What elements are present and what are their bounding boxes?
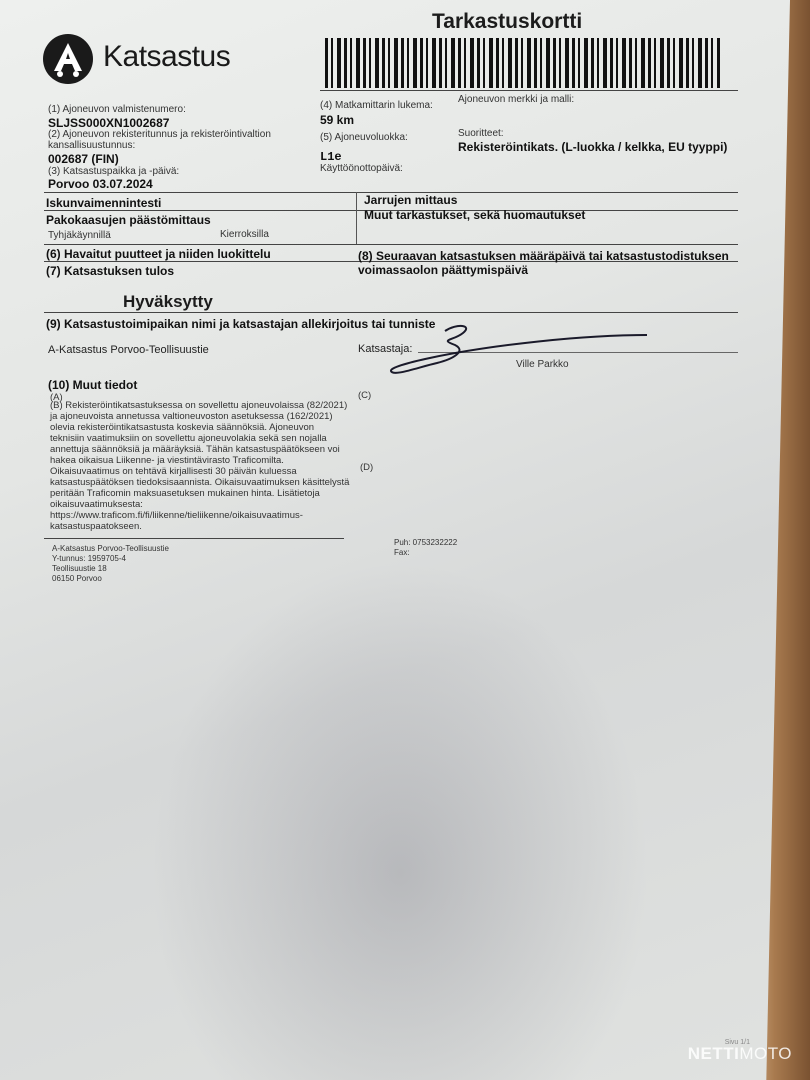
odometer-value: 59 km (320, 113, 355, 127)
watermark-part-2: MOTO (739, 1044, 792, 1063)
section-9-station: (9) Katsastustoimipaikan nimi ja katsastajan allekirjoitus tai tunniste (46, 317, 436, 331)
note-a: (A) (50, 392, 63, 403)
make-model-label: Ajoneuvon merkki ja malli: (458, 94, 575, 105)
vehicle-class-value: L1e (320, 150, 342, 164)
reg-label: (2) Ajoneuvon rekisteritunnus ja rekisteröintivaltion (48, 129, 271, 140)
note-d: (D) (360, 462, 374, 473)
station-name: A-Katsastus Porvoo-Teollisuustie (48, 344, 209, 356)
nettimoto-watermark (688, 1044, 792, 1064)
rpm-label: Kierroksilla (220, 229, 269, 240)
footer-address-line-1: A-Katsastus Porvoo-Teollisuustie (52, 544, 169, 553)
logo-text: Katsastus (103, 40, 231, 73)
vin-label: (1) Ajoneuvon valmistenumero: (48, 104, 186, 115)
barcode (325, 38, 720, 88)
watermark-part-1: NETTI (687, 1044, 740, 1063)
inspector-name: Ville Parkko (516, 359, 569, 370)
inspector-label: Katsastaja: (358, 343, 413, 355)
divider (44, 538, 344, 539)
footer-phone: Puh: 0753232222 (394, 538, 458, 547)
shadow-overlay (150, 560, 650, 1080)
other-inspections: Muut tarkastukset, sekä huomautukset (364, 208, 586, 222)
footer-address-line-2: Y-tunnus: 1959705-4 (52, 554, 126, 563)
section-8-next-inspection: (8) Seuraavan katsastuksen määräpäivä tai katsastustodistuksen (358, 249, 729, 263)
reg-label-2: kansallisuustunnus: (48, 140, 136, 151)
silencer-test: Iskunvaimennintesti (46, 196, 162, 210)
place-label: (3) Katsastuspaikka ja -päivä: (48, 166, 180, 177)
remarks-text: (B) Rekisteröintikatsastuksessa on sovellettu ajoneuvolaissa (82/2021) ja ajoneuvoista annetussa valtioneuvoston asetuksessa (162/2021) olevia rekisteröintikatsastusta koskevia säännöksiä. Ajoneuvon teknisiin vaatimuksiin on sovellettu ajoneuvolakia sekä sen nojalla annettuja säännöksiä ja määräyksiä. Tähän katsastuspäätökseen voi hakea oikaisua Liikenne- ja viestintävirasto Traficomilta. Oikaisuvaatimus on tehtävä kirjallisesti 30 päivän kuluessa katsastuspäätöksen tiedoksisaannista. Oikaisuvaatimuksen käsittelystä peritään Traficomin maksuasetuksen mukainen hinta. Lisätietoja oikaisuvaatimuksesta: https://www.traficom.fi/fi/liikenne/tieliikenne/oikaisuvaatimus-katsastuspaatokseen. (50, 400, 350, 532)
first-use-label: Käyttöönottopäivä: (320, 163, 403, 174)
page-number: Sivu 1/1 (724, 1039, 750, 1046)
vehicle-class-label: (5) Ajoneuvoluokka: (320, 132, 408, 143)
place-value: Porvoo 03.07.2024 (48, 177, 153, 191)
footer-address (52, 544, 169, 584)
a-katsastus-logo-icon (43, 34, 93, 84)
vin-value: SLJSS000XN1002687 (48, 116, 170, 130)
odometer-label: (4) Matkamittarin lukema: (320, 100, 433, 111)
idle-label: Tyhjäkäynnillä (48, 230, 111, 241)
footer-address-line-3: Teollisuustie 18 (52, 564, 107, 573)
note-c: (C) (358, 390, 372, 401)
document-title: Tarkastuskortti (432, 10, 583, 33)
divider (44, 312, 738, 313)
performed-label: Suoritteet: (458, 128, 504, 139)
footer-fax: Fax: (394, 548, 410, 557)
section-8-validity: voimassaolon päättymispäivä (358, 263, 529, 277)
reg-value: 002687 (FIN) (48, 152, 119, 166)
divider-vertical (356, 192, 357, 244)
brake-test: Jarrujen mittaus (364, 193, 458, 207)
signature-icon (385, 315, 655, 385)
section-10-other-info: (10) Muut tiedot (48, 378, 138, 392)
exhaust-test: Pakokaasujen päästömittaus (46, 213, 211, 227)
result-value: Hyväksytty (123, 292, 213, 311)
footer-contact (394, 538, 457, 558)
footer-address-line-4: 06150 Porvoo (52, 574, 102, 583)
section-7-result: (7) Katsastuksen tulos (46, 264, 175, 278)
performed-value: Rekisteröintikats. (L-luokka / kelkka, EU tyyppi) (458, 140, 728, 154)
divider (44, 244, 738, 245)
divider (320, 90, 738, 91)
section-6-defects: (6) Havaitut puutteet ja niiden luokittelu (46, 247, 271, 261)
